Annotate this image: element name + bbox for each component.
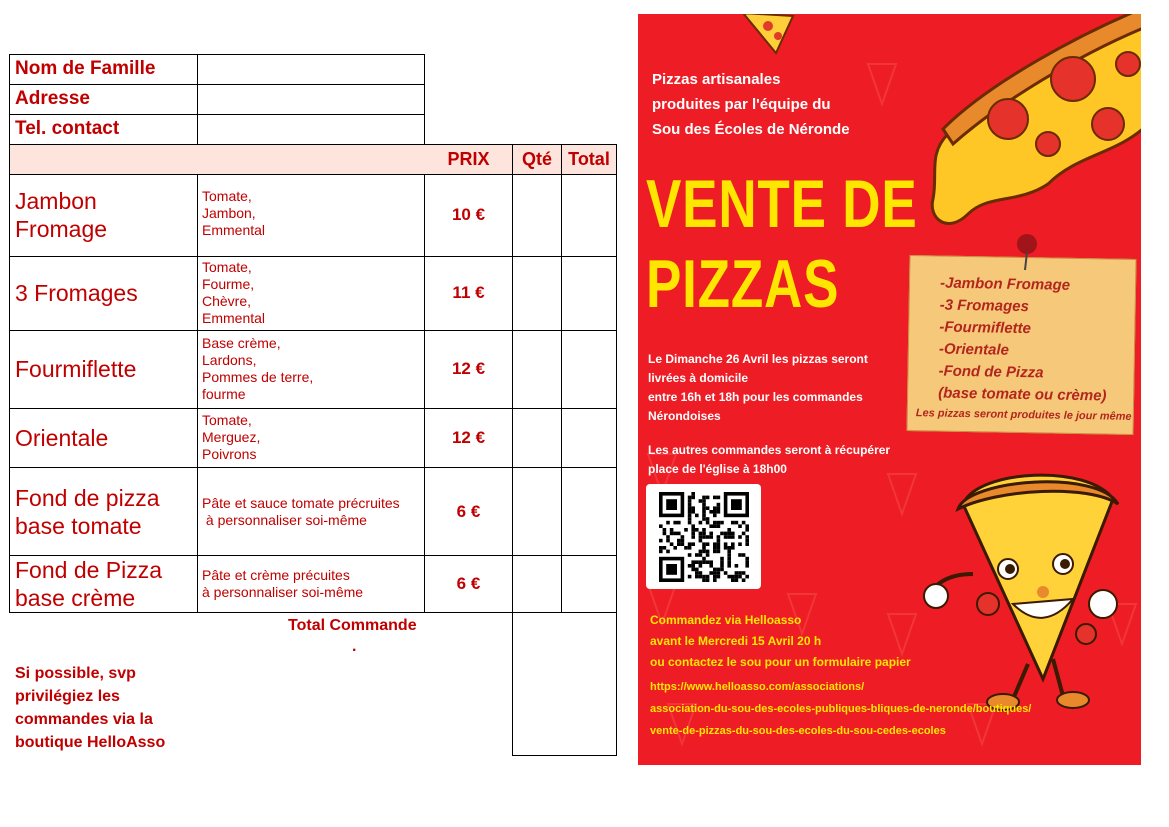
field-input-nom[interactable] <box>198 55 424 84</box>
pickup-info: Les autres commandes seront à récupérer place de l'église à 18h00 <box>648 443 891 476</box>
product-price: 12 € <box>451 428 486 447</box>
product-name: Orientale <box>15 425 109 451</box>
product-ingredients: Pâte et sauce tomate précruites à personnaliser soi-même <box>202 495 400 528</box>
product-name: Fond de pizza base tomate <box>15 485 160 539</box>
product-name: Fond de Pizza base crème <box>15 557 163 611</box>
total-dot: . <box>352 638 357 655</box>
header-qte: Qté <box>521 149 552 169</box>
qr-code-pattern <box>659 492 749 582</box>
qty-cell[interactable] <box>513 257 561 330</box>
field-label-nom: Nom de Famille <box>15 58 156 79</box>
product-ingredients: Tomate, Fourme, Chèvre, Emmental <box>202 259 266 326</box>
qty-cell[interactable] <box>513 409 561 467</box>
qty-cell[interactable] <box>513 468 561 555</box>
order-info: Commandez via Helloasso avant le Mercredi 15 Avril 20 h ou contactez le sou pour un formulaire papier <box>650 613 911 669</box>
helloasso-url[interactable]: https://www.helloasso.com/associations/ association-du-sou-des-ecoles-publiques-bliques-de-neronde/boutiques/ vente-de-pizzas-du-sou-des-ecoles-du-sou-cedes-ecoles <box>650 681 1032 737</box>
header-total: Total <box>568 149 610 169</box>
field-input-tel[interactable] <box>198 115 424 144</box>
qty-cell[interactable] <box>513 556 561 612</box>
product-ingredients: Base crème, Lardons, Pommes de terre, fourme <box>202 335 314 402</box>
pin-icon <box>1012 232 1042 272</box>
qr-code[interactable] <box>646 484 761 589</box>
qty-cell[interactable] <box>513 175 561 256</box>
product-name: Fourmiflette <box>15 356 137 382</box>
product-name: Jambon Fromage <box>15 188 108 242</box>
product-name: 3 Fromages <box>15 280 138 306</box>
product-price: 12 € <box>451 359 486 378</box>
delivery-info: Le Dimanche 26 Avril les pizzas seront livrées à domicile entre 16h et 18h pour les commandes Nérondoises <box>648 352 868 423</box>
total-commande-cell[interactable] <box>513 613 616 755</box>
product-price: 10 € <box>451 205 486 224</box>
menu-note: Les pizzas seront produites le jour même <box>915 407 1132 423</box>
flyer-intro: Pizzas artisanales produites par l'équipe du Sou des Écoles de Néronde <box>652 71 850 138</box>
product-ingredients: Pâte et crème précuites à personnaliser soi-même <box>202 567 364 600</box>
menu-note-paper <box>906 255 1136 435</box>
field-label-tel: Tel. contact <box>15 118 120 139</box>
field-input-adresse[interactable] <box>198 85 424 114</box>
product-ingredients: Tomate, Jambon, Emmental <box>202 188 266 238</box>
pizza-slice-icon <box>908 14 1141 244</box>
field-label-adresse: Adresse <box>15 88 90 109</box>
menu-list: -Jambon Fromage -3 Fromages -Fourmiflette -Orientale -Fond de Pizza (base tomate ou crème) <box>938 274 1107 405</box>
pizza-slice-icon <box>738 14 798 58</box>
qty-cell[interactable] <box>513 331 561 408</box>
product-price: 11 € <box>452 283 485 302</box>
product-ingredients: Tomate, Merguez, Poivrons <box>202 412 261 462</box>
product-price: 6 € <box>456 574 481 593</box>
flyer <box>638 14 1141 765</box>
product-price: 6 € <box>456 502 481 521</box>
helloasso-note: Si possible, svp privilégiez les commandes via la boutique HelloAsso <box>15 665 166 751</box>
total-commande-label: Total Commande <box>288 617 417 634</box>
flyer-title: VENTE DE PIZZAS <box>646 166 918 322</box>
header-prix: PRIX <box>447 149 490 169</box>
